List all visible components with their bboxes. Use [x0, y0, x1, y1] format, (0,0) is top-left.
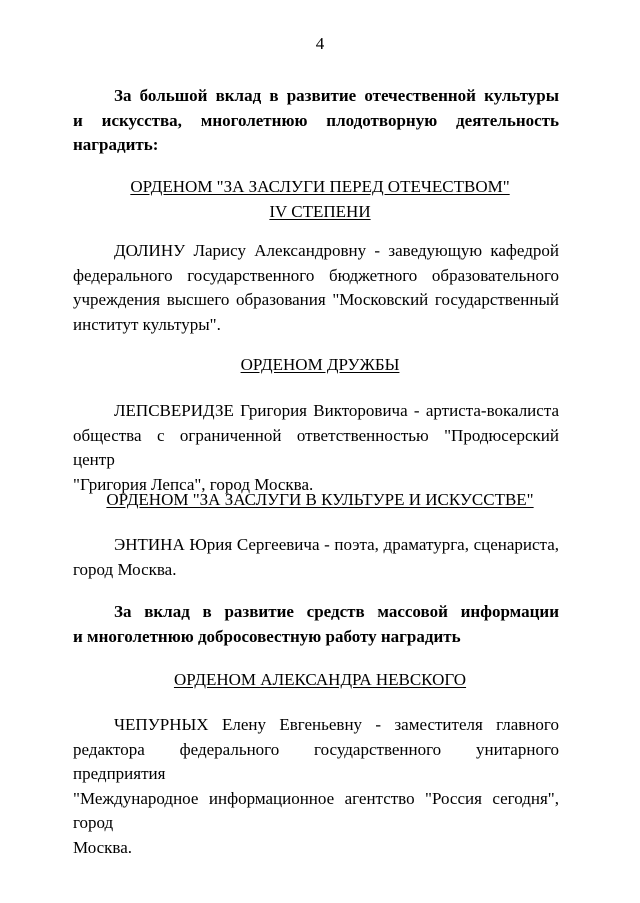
order-title-merit-fatherland: [0, 175, 640, 224]
order-title-line: ОРДЕНОМ "ЗА ЗАСЛУГИ В КУЛЬТУРЕ И ИСКУССТВЕ": [106, 490, 534, 509]
award-line: редактора федерального государственного унитарного предприятия: [73, 739, 559, 783]
award-paragraph-dolina: [73, 239, 559, 337]
award-line: ДОЛИНУ Ларису Александровну - заведующую кафедрой: [114, 241, 559, 260]
order-title-nevsky: [0, 668, 640, 693]
award-line: "Григория Лепса", город Москва.: [73, 474, 314, 494]
award-line: ЛЕПСВЕРИДЗЕ Григория Викторовича - артиста-вокалиста: [114, 401, 559, 420]
order-title-line: ОРДЕНОМ ДРУЖБЫ: [240, 355, 400, 374]
award-line: общества с ограниченной ответственностью "Продюсерский центр: [73, 425, 559, 469]
order-title-friendship: [0, 353, 640, 378]
order-title-line: ОРДЕНОМ АЛЕКСАНДРА НЕВСКОГО: [173, 670, 467, 689]
order-title-culture-arts: [0, 488, 640, 513]
award-intro-culture: [73, 84, 559, 158]
award-line: институт культуры".: [73, 314, 221, 334]
award-line: город Москва.: [73, 559, 177, 579]
intro-line: За большой вклад в развитие отечественной культуры: [114, 86, 559, 105]
order-title-line: ОРДЕНОМ "ЗА ЗАСЛУГИ ПЕРЕД ОТЕЧЕСТВОМ": [130, 177, 510, 196]
intro-line: и искусства, многолетнюю плодотворную деятельность: [73, 110, 559, 130]
intro-line: и многолетнюю добросовестную работу наградить: [73, 626, 461, 646]
award-line: ЧЕПУРНЫХ Елену Евгеньевну - заместителя главного: [114, 715, 559, 734]
award-paragraph-chepurnykh: [73, 713, 559, 860]
intro-line: наградить:: [73, 135, 159, 154]
award-line: учреждения высшего образования "Московский государственный: [73, 290, 559, 309]
intro-line: За вклад в развитие средств массовой информации: [114, 602, 559, 621]
award-line: "Международное информационное агентство "Россия сегодня", город: [73, 788, 559, 832]
page-number: 4: [315, 34, 325, 53]
award-line: федерального государственного бюджетного образовательного: [73, 265, 559, 285]
award-line: ЭНТИНА Юрия Сергеевича - поэта, драматурга, сценариста,: [114, 535, 559, 554]
award-line: Москва.: [73, 837, 133, 857]
order-title-line: IV СТЕПЕНИ: [269, 201, 371, 221]
award-paragraph-lepsveridze: [73, 399, 559, 497]
award-paragraph-entin: [73, 533, 559, 582]
award-intro-media: [73, 600, 559, 649]
